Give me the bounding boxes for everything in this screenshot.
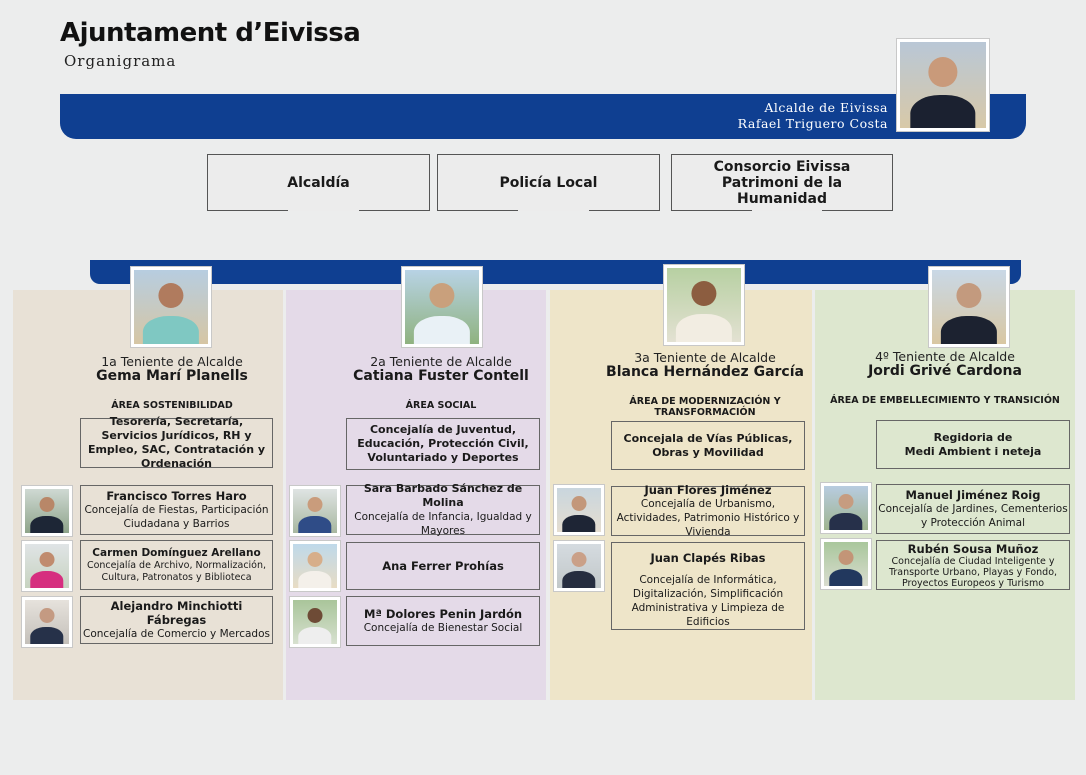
area-box-2-text: Concejalía de Juventud, Educación, Protección Civil, Voluntariado y Deportes bbox=[357, 423, 529, 464]
area-title-2: ÁREA SOCIAL bbox=[405, 400, 477, 411]
member-photo bbox=[21, 540, 73, 592]
member-name: Carmen Domínguez Arellano bbox=[92, 547, 261, 559]
lieutenants-banner bbox=[90, 260, 1021, 284]
member-photo bbox=[21, 596, 73, 648]
area-box-1 bbox=[80, 415, 273, 470]
page-title: Ajuntament d’Eivissa bbox=[60, 18, 361, 48]
member-box bbox=[611, 542, 805, 630]
area-box-2 bbox=[346, 418, 540, 470]
member-box bbox=[876, 484, 1070, 534]
area-title-1: ÁREA SOSTENIBILIDAD bbox=[111, 400, 233, 411]
member-name: Alejandro Minchiotti Fábregas bbox=[110, 599, 243, 627]
member-photo bbox=[553, 540, 605, 592]
member-desc: Concejalía de Fiestas, Participación Ciudadana y Barrios bbox=[84, 504, 269, 530]
member-box bbox=[80, 596, 273, 644]
member-box bbox=[80, 540, 273, 590]
area-box-4-line2: Medi Ambient i neteja bbox=[904, 444, 1042, 458]
unit-consorcio: Consorcio Eivissa Patrimoni de la Humanidad bbox=[671, 154, 893, 211]
member-desc: Concejalía de Urbanismo, Actividades, Patrimonio Histórico y Vivienda bbox=[616, 498, 800, 538]
unit-policia-local: Policía Local bbox=[437, 154, 660, 211]
member-name: Rubén Sousa Muñoz bbox=[907, 541, 1039, 556]
member-box bbox=[346, 542, 540, 590]
mayor-name: Rafael Triguero Costa bbox=[737, 116, 888, 131]
member-name: Francisco Torres Haro bbox=[106, 489, 247, 503]
lieutenant-1-photo bbox=[130, 266, 212, 348]
lieutenant-4-photo bbox=[928, 266, 1010, 348]
lieutenant-4-name: Jordi Grivé Cardona bbox=[868, 363, 1022, 379]
area-title-3: ÁREA DE MODERNIZACIÓN Y TRANSFORMACIÓN bbox=[629, 396, 781, 418]
member-name: Sara Barbado Sánchez de Molina bbox=[363, 482, 523, 509]
member-box bbox=[346, 482, 540, 537]
member-photo bbox=[21, 485, 73, 537]
area-box-1-text: Tesorería, Secretaría, Servicios Jurídicos, RH y Empleo, SAC, Contratación y Ordenación bbox=[87, 415, 266, 470]
area-box-3 bbox=[611, 421, 805, 470]
lieutenant-2-name: Catiana Fuster Contell bbox=[353, 368, 529, 384]
lieutenant-3-photo bbox=[663, 264, 745, 346]
lieutenant-2-photo bbox=[401, 266, 483, 348]
lieutenant-1-name: Gema Marí Planells bbox=[96, 368, 248, 384]
member-name: Manuel Jiménez Roig bbox=[905, 488, 1041, 502]
lieutenant-2-role: 2a Teniente de Alcalde bbox=[370, 354, 512, 369]
member-desc: Concejalía de Ciudad Inteligente y Transporte Urbano, Playas y Fondo, Proyectos Europeos y Turismo bbox=[888, 555, 1058, 589]
lieutenant-1-role: 1a Teniente de Alcalde bbox=[101, 354, 243, 369]
member-box bbox=[346, 596, 540, 646]
member-photo bbox=[289, 485, 341, 537]
member-photo bbox=[820, 538, 872, 590]
member-box bbox=[80, 485, 273, 535]
area-title-4: ÁREA DE EMBELLECIMIENTO Y TRANSICIÓN bbox=[830, 395, 1060, 406]
member-photo bbox=[553, 484, 605, 536]
member-desc: Concejalía de Archivo, Normalización, Cultura, Patronatos y Biblioteca bbox=[86, 560, 267, 583]
member-name: Mª Dolores Penin Jardón bbox=[363, 607, 523, 621]
lieutenant-3-role: 3a Teniente de Alcalde bbox=[634, 350, 776, 365]
lieutenant-3-name: Blanca Hernández García bbox=[606, 364, 804, 380]
member-name: Ana Ferrer Prohías bbox=[382, 559, 504, 573]
member-box bbox=[876, 540, 1070, 590]
member-name: Juan Clapés Ribas bbox=[650, 551, 766, 565]
unit-alcaldia: Alcaldía bbox=[207, 154, 430, 211]
member-name: Juan Flores Jiménez bbox=[644, 483, 772, 497]
member-desc: Concejalía de Informática, Digitalización, Simplificación Administrativa y Limpieza de Edificios bbox=[631, 574, 785, 628]
member-photo bbox=[289, 540, 341, 592]
member-desc: Concejalía de Infancia, Igualdad y Mayores bbox=[354, 511, 532, 537]
area-box-3-text: Concejala de Vías Públicas, Obras y Movilidad bbox=[623, 431, 793, 459]
member-desc: Concejalía de Comercio y Mercados bbox=[83, 628, 270, 640]
mayor-photo bbox=[896, 38, 990, 132]
member-photo bbox=[820, 482, 872, 534]
mayor-caption bbox=[738, 100, 888, 132]
member-desc: Concejalía de Bienestar Social bbox=[363, 622, 523, 634]
member-photo bbox=[289, 596, 341, 648]
page-subtitle: Organigrama bbox=[64, 52, 177, 70]
member-box bbox=[611, 483, 805, 538]
area-box-4 bbox=[876, 420, 1070, 469]
mayor-role: Alcalde de Eivissa bbox=[764, 100, 888, 115]
lieutenant-4-role: 4º Teniente de Alcalde bbox=[875, 349, 1015, 364]
area-box-4-line1: Regidoria de bbox=[933, 430, 1013, 444]
member-desc: Concejalía de Jardines, Cementerios y Protección Animal bbox=[878, 503, 1068, 529]
